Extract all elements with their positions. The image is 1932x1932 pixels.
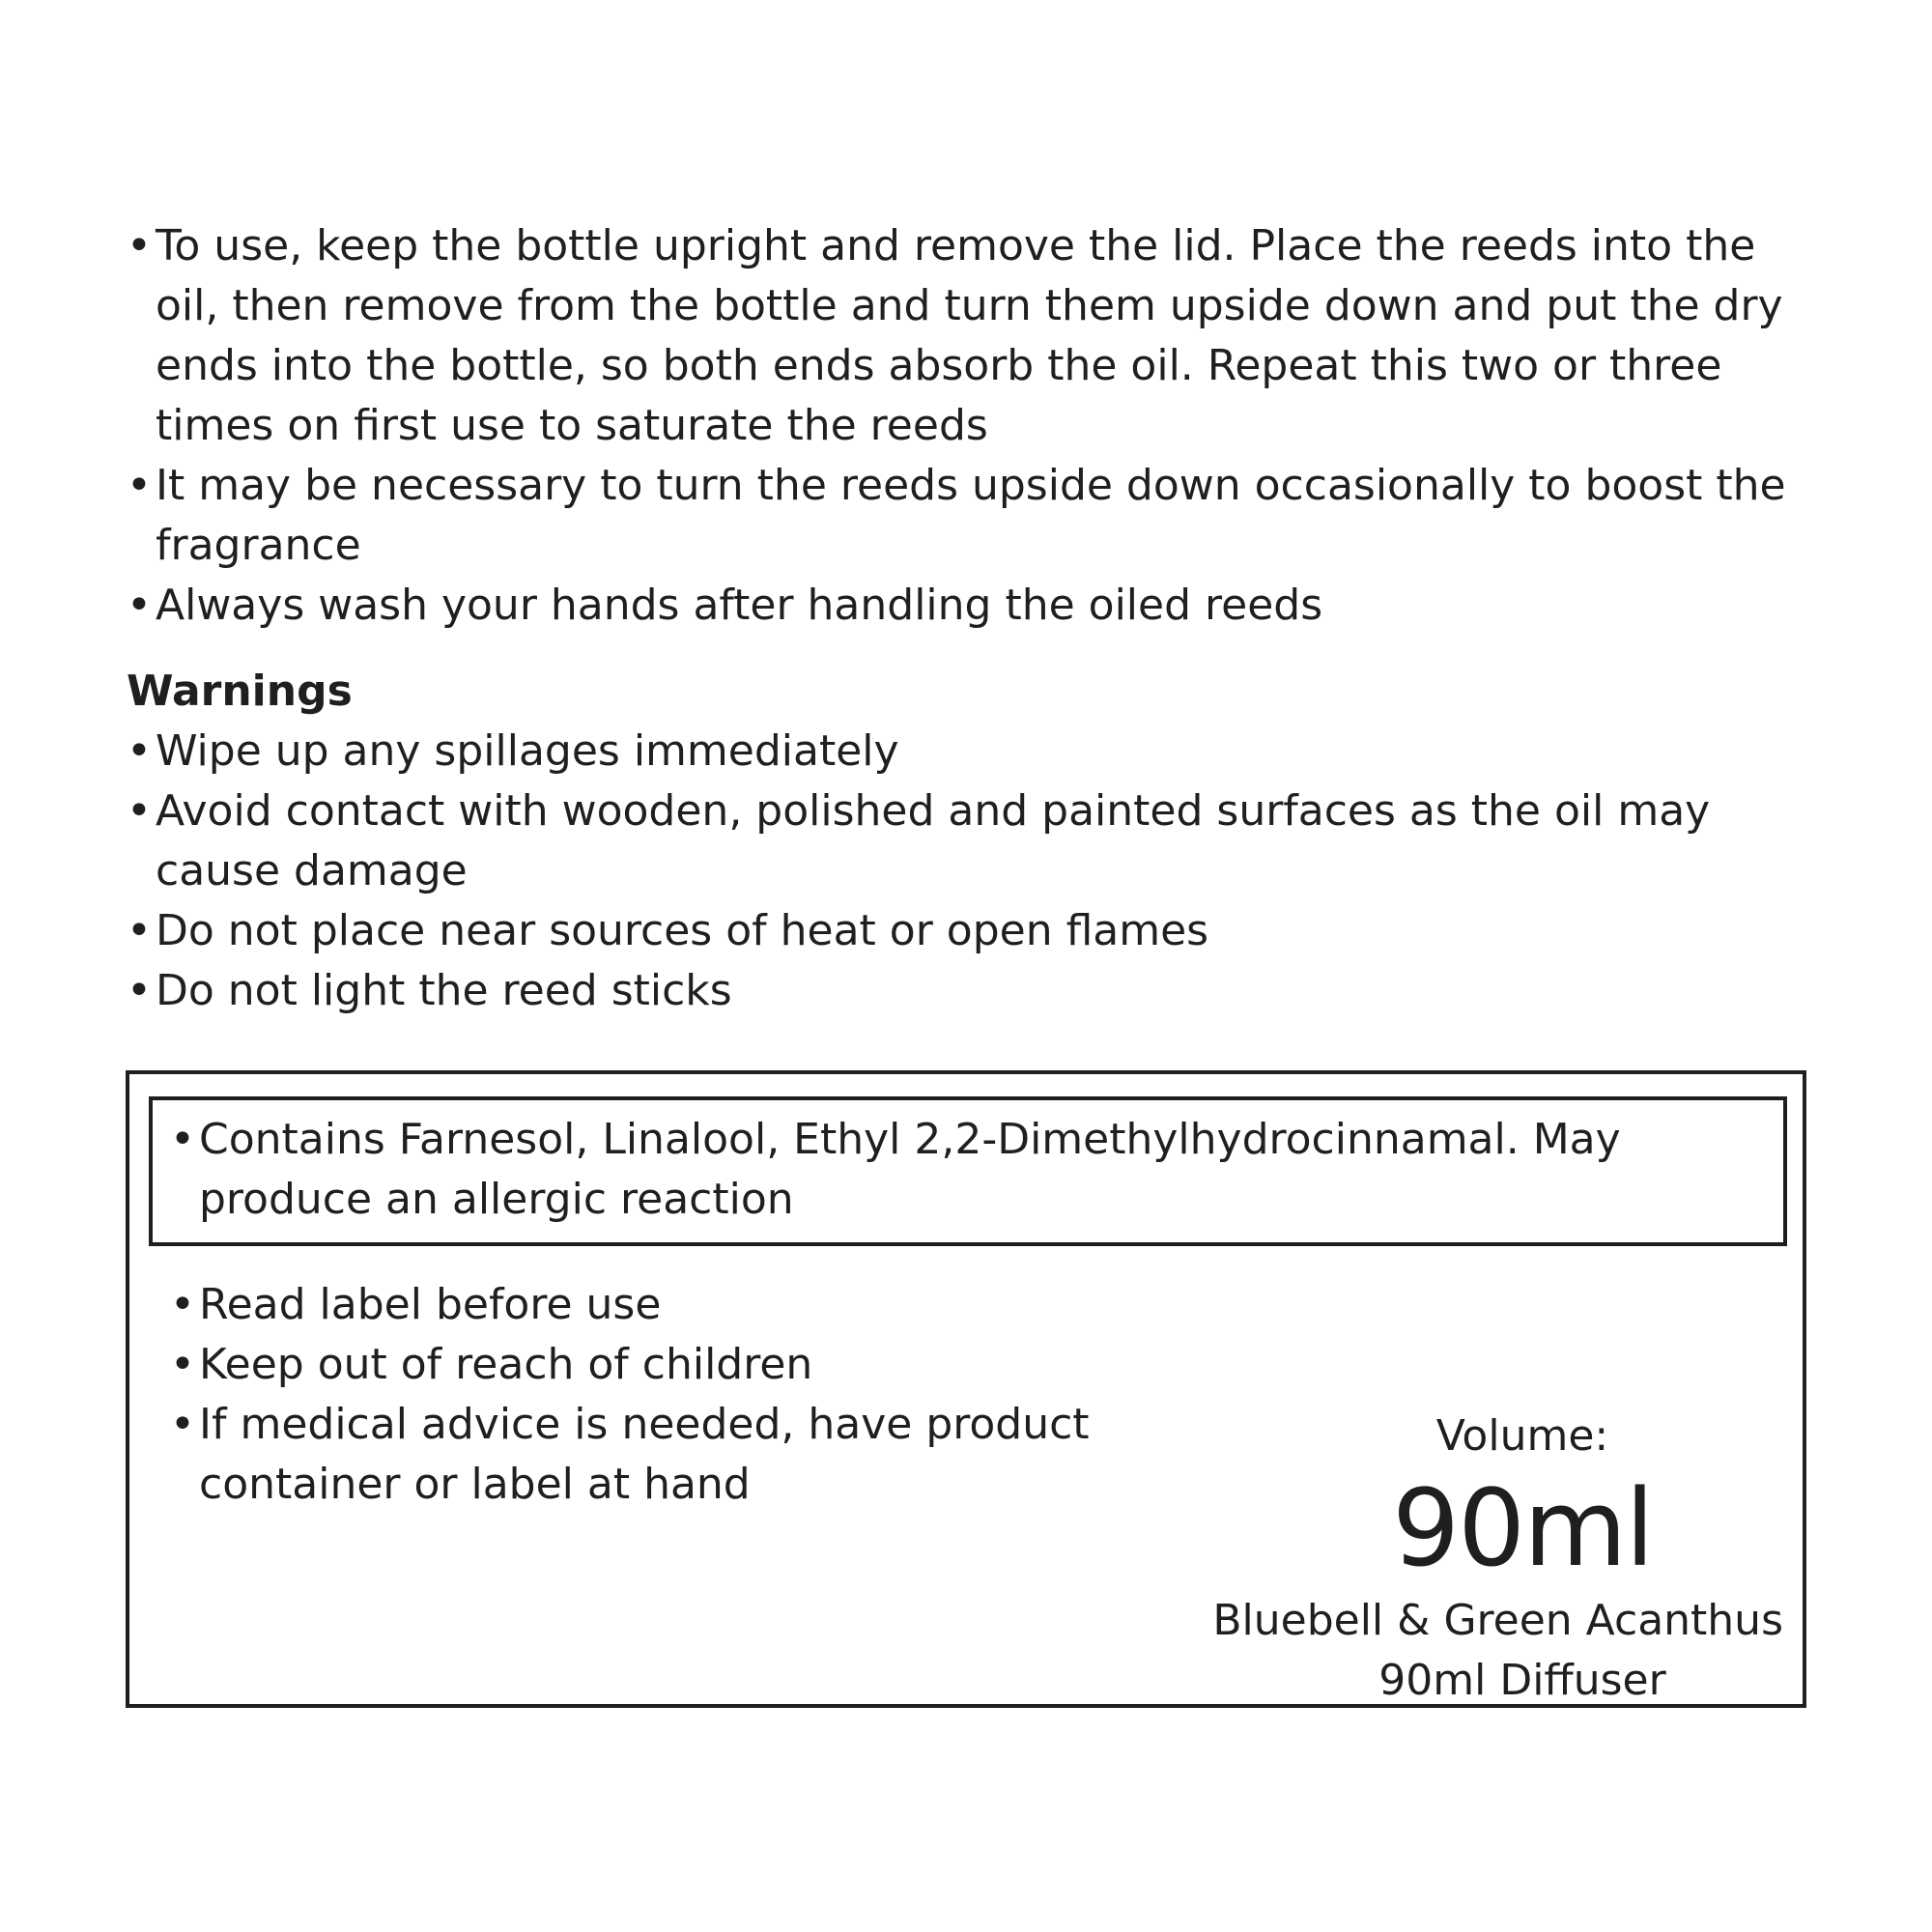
safety-list	[170, 1275, 1097, 1515]
label-panel	[126, 1070, 1806, 1708]
warning-item: • Do not light the reed sticks	[127, 961, 1827, 1021]
warnings-heading: Warnings	[127, 667, 353, 716]
volume-value: 90ml	[1392, 1466, 1653, 1590]
usage-item: • Always wash your hands after handling the oiled reeds	[127, 576, 1827, 636]
usage-list	[127, 216, 1827, 636]
safety-item: • If medical advice is needed, have product container or label at hand	[170, 1395, 1097, 1515]
usage-item: • It may be necessary to turn the reeds upside down occasionally to boost the fragrance	[127, 456, 1827, 576]
warnings-list	[127, 722, 1827, 1021]
warning-item: • Wipe up any spillages immediately	[127, 722, 1827, 781]
safety-item: • Read label before use	[170, 1275, 1097, 1335]
usage-item: • To use, keep the bottle upright and remove the lid. Place the reeds into the oil, then remove from the bottle and turn them upside down and put the dry ends into the bottle, so both ends absorb the oil. Repeat this two or three times on first use to saturate the reeds	[127, 216, 1827, 456]
allergen-item: • Contains Farnesol, Linalool, Ethyl 2,2-Dimethylhydrocinnamal. May produce an allergic reaction	[170, 1110, 1783, 1230]
product-name: Bluebell & Green Acanthus	[1212, 1596, 1783, 1645]
safety-item: • Keep out of reach of children	[170, 1335, 1097, 1395]
allergen-list	[170, 1110, 1783, 1230]
safety-instructions	[170, 1275, 1097, 1515]
volume-label: Volume:	[1435, 1411, 1609, 1461]
allergen-notice	[149, 1096, 1787, 1246]
volume-block	[1204, 1407, 1783, 1711]
usage-instructions	[127, 216, 1827, 636]
warning-item: • Do not place near sources of heat or open flames	[127, 901, 1827, 961]
warnings-section	[127, 662, 1827, 1021]
warning-item: • Avoid contact with wooden, polished and painted surfaces as the oil may cause damage	[127, 781, 1827, 901]
product-type: 90ml Diffuser	[1378, 1656, 1666, 1705]
